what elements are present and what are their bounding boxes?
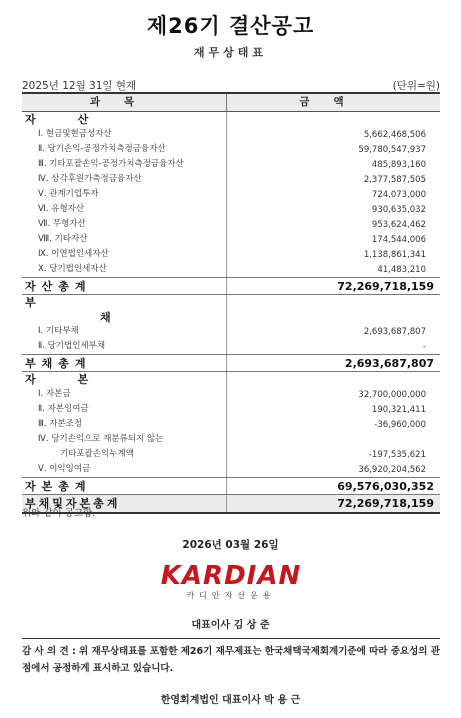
liabilities-total-label: 부채총계	[22, 355, 227, 371]
row-value: 32,700,000,000	[358, 389, 426, 400]
row-label: Ⅴ. 관계기업투자	[22, 187, 227, 202]
announcement-note: 위와 같이 공고함.	[22, 508, 96, 519]
company-logo	[155, 563, 307, 601]
row-label: Ⅶ. 무형자산	[22, 217, 227, 232]
table-row	[22, 462, 440, 477]
table-row	[22, 417, 440, 432]
liabilities-heading-row-2	[22, 310, 440, 324]
liabilities-heading-1: 부	[22, 295, 227, 310]
row-label: Ⅵ. 유형자산	[22, 202, 227, 217]
row-label: Ⅹ. 당기법인세자산	[22, 262, 227, 277]
row-value: 190,321,411	[371, 404, 426, 415]
ceo-signature: 대표이사 김 상 준	[191, 620, 270, 631]
table-row	[22, 339, 440, 354]
row-value: 930,635,032	[371, 204, 426, 215]
assets-heading-row	[22, 112, 440, 127]
assets-heading: 자산	[22, 112, 227, 127]
assets-section	[22, 112, 440, 278]
table-row	[22, 157, 440, 172]
row-label: Ⅰ. 현금및현금성자산	[22, 127, 227, 142]
document-title: 제26기 결산공고	[146, 14, 315, 38]
row-value: 724,073,000	[371, 189, 426, 200]
table-row	[22, 387, 440, 402]
liabilities-heading-2: 채	[22, 310, 227, 324]
table-row	[22, 402, 440, 417]
table-header	[22, 94, 440, 112]
row-label: Ⅷ. 기타자산	[22, 232, 227, 247]
row-value: 953,624,462	[371, 219, 426, 230]
grand-total-label: 부채및자본총계	[22, 495, 227, 512]
row-label: 기타포괄손익누계액	[22, 447, 227, 462]
row-label: Ⅰ. 자본금	[22, 387, 227, 402]
equity-heading-row	[22, 372, 440, 387]
row-value: -	[422, 341, 426, 352]
row-value: -36,960,000	[374, 419, 426, 430]
balance-sheet-table	[22, 92, 440, 514]
row-value: 2,377,587,505	[363, 174, 426, 185]
row-value: 59,780,547,937	[358, 144, 426, 155]
logo-wordmark: KARDIAN	[160, 561, 302, 591]
row-value: 41,483,210	[377, 264, 426, 275]
row-label: Ⅴ. 이익잉여금	[22, 462, 227, 477]
table-row	[22, 202, 440, 217]
column-header-amount: 금액	[227, 94, 440, 111]
liabilities-section	[22, 295, 440, 355]
table-row	[22, 127, 440, 142]
row-label: Ⅳ. 당기손익으로 재분류되지 않는	[22, 432, 227, 447]
assets-total-row	[22, 278, 440, 295]
equity-section	[22, 372, 440, 478]
table-row	[22, 262, 440, 277]
row-value: 5,662,468,506	[363, 129, 426, 140]
liabilities-heading-row	[22, 295, 440, 310]
equity-heading: 자본	[22, 372, 227, 387]
unit-label: (단위=원)	[392, 80, 440, 92]
row-label: Ⅳ. 상각후원가측정금융자산	[22, 172, 227, 187]
equity-total-label: 자본총계	[22, 478, 227, 494]
equity-total-value: 69,576,030,352	[337, 480, 434, 493]
table-row	[22, 142, 440, 157]
table-row	[22, 432, 440, 447]
liabilities-total-value: 2,693,687,807	[344, 357, 434, 370]
grand-total-value: 72,269,718,159	[337, 497, 434, 510]
row-label: Ⅱ. 당기손익-공정가치측정금융자산	[22, 142, 227, 157]
statement-meta	[22, 78, 440, 93]
row-value: 36,920,204,562	[358, 464, 426, 475]
table-row	[22, 247, 440, 262]
row-label: Ⅰ. 기타부채	[22, 324, 227, 339]
logo-company-name: 카디안자산운용	[186, 591, 276, 600]
table-row	[22, 232, 440, 247]
row-value: 1,138,861,341	[363, 249, 426, 260]
table-row	[22, 187, 440, 202]
table-row	[22, 447, 440, 462]
row-label: Ⅲ. 기타포괄손익-공정가치측정금융자산	[22, 157, 227, 172]
assets-total-value: 72,269,718,159	[337, 280, 434, 293]
table-row	[22, 324, 440, 339]
equity-total-row	[22, 478, 440, 495]
liabilities-total-row	[22, 355, 440, 372]
row-value: -197,535,621	[368, 449, 426, 460]
table-row	[22, 172, 440, 187]
announcement-date: 2026년 03월 26일	[182, 539, 279, 551]
row-value: 485,893,160	[371, 159, 426, 170]
row-label: Ⅲ. 자본조정	[22, 417, 227, 432]
row-value: 2,693,687,807	[363, 326, 426, 337]
table-row	[22, 217, 440, 232]
as-of-date: 2025년 12월 31일 현재	[22, 80, 137, 92]
audit-opinion: 감 사 의 견 : 위 재무상태표를 포함한 제26기 재무제표는 한국채택국제회계기준에 따라 중요성의 관점에서 공정하게 표시하고 있습니다.	[22, 638, 440, 677]
row-label: Ⅱ. 자본잉여금	[22, 402, 227, 417]
row-label: Ⅸ. 이연법인세자산	[22, 247, 227, 262]
assets-total-label: 자산총계	[22, 278, 227, 294]
row-label: Ⅱ. 당기법인세부채	[22, 339, 227, 354]
row-value: 174,544,006	[371, 234, 426, 245]
document-subtitle: 재무상태표	[193, 46, 268, 59]
column-header-item: 과목	[22, 94, 227, 111]
auditor-signature: 한영회계법인 대표이사 박 용 근	[160, 695, 301, 706]
